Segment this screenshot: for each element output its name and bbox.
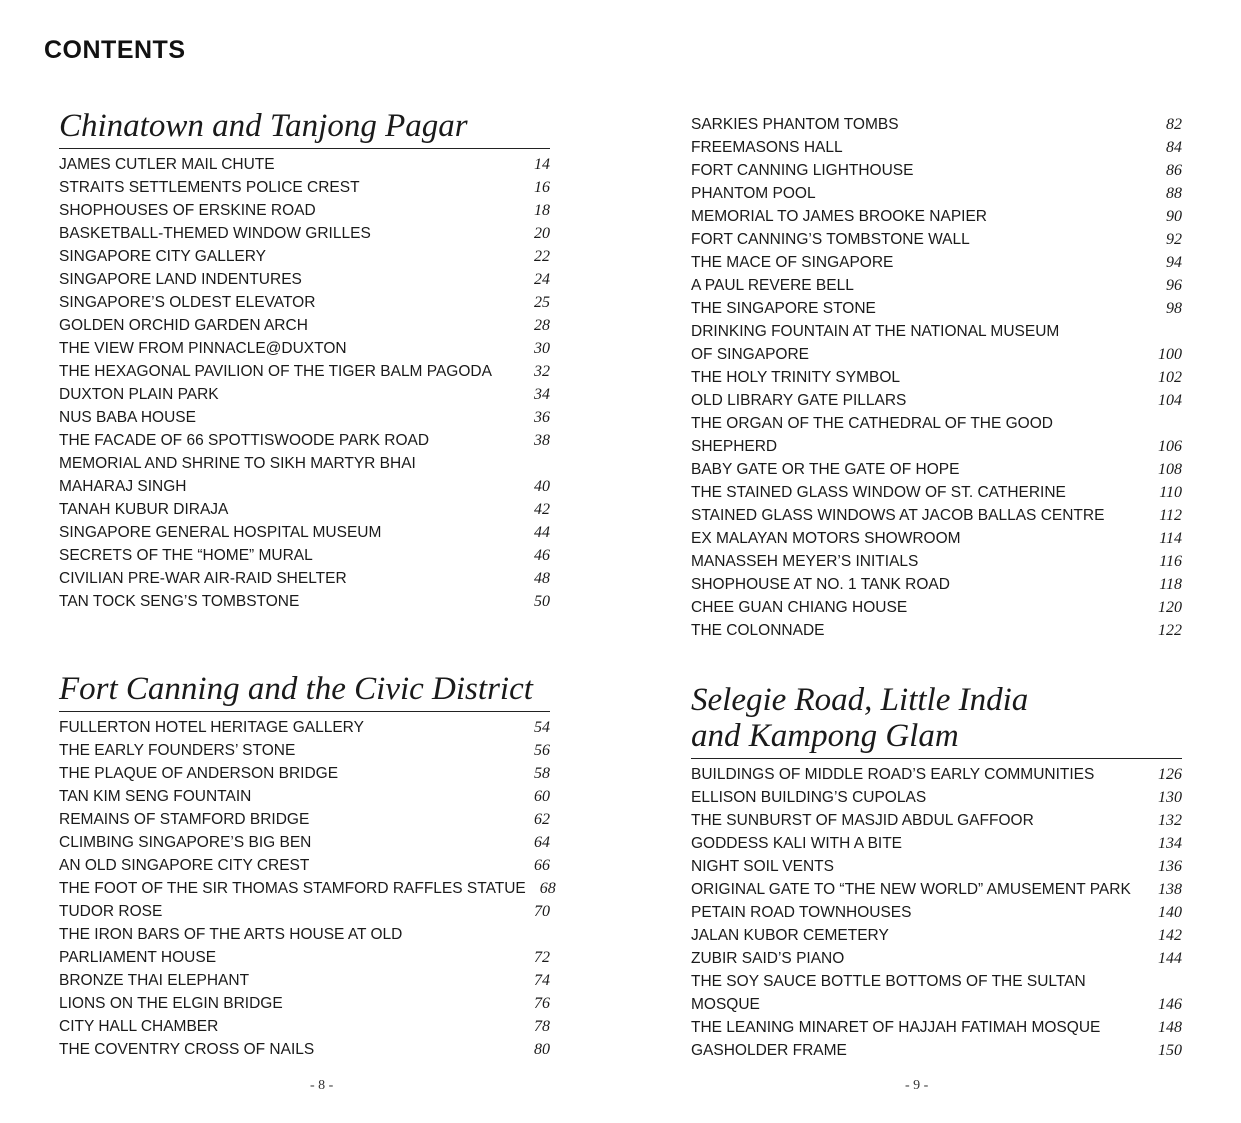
toc-entry-title: THE FOOT OF THE SIR THOMAS STAMFORD RAFFLES STATUE (59, 880, 526, 897)
toc-entry-title: FULLERTON HOTEL HERITAGE GALLERY (59, 719, 364, 736)
toc-entry-title: BABY GATE OR THE GATE OF HOPE (691, 461, 960, 478)
toc-entry-page: 126 (1158, 766, 1182, 783)
toc-entry (59, 268, 550, 291)
toc-entry-page: 64 (534, 834, 550, 851)
toc-entry (691, 1039, 1182, 1062)
toc-entry-title: A PAUL REVERE BELL (691, 277, 854, 294)
toc-entry (59, 383, 550, 406)
toc-entry-page: 18 (534, 202, 550, 219)
toc-entry-page: 62 (534, 811, 550, 828)
toc-entry-page: 110 (1159, 484, 1182, 501)
toc-entry-page: 44 (534, 524, 550, 541)
toc-entry-page: 94 (1166, 254, 1182, 271)
toc-entry (691, 550, 1182, 573)
section-heading-line: Selegie Road, Little India (691, 682, 1029, 718)
toc-entry (691, 458, 1182, 481)
toc-entry (59, 567, 550, 590)
toc-entry-title: THE SUNBURST OF MASJID ABDUL GAFFOOR (691, 812, 1034, 829)
toc-entry-title: THE EARLY FOUNDERS’ STONE (59, 742, 296, 759)
toc-entry-page: 50 (534, 593, 550, 610)
toc-entry (59, 176, 550, 199)
toc-entry-title: MEMORIAL TO JAMES BROOKE NAPIER (691, 208, 987, 225)
toc-entry-page: 86 (1166, 162, 1182, 179)
toc-entry-page: 102 (1158, 369, 1182, 386)
section-selegie-little-india (691, 682, 1182, 1062)
toc-entry-page: 36 (534, 409, 550, 426)
toc-entry-page: 66 (534, 857, 550, 874)
toc-entry-page: 132 (1158, 812, 1182, 829)
toc-entry (691, 435, 1182, 458)
toc-entry-page: 112 (1159, 507, 1182, 524)
toc-entry (59, 544, 550, 567)
toc-entry-page: 144 (1158, 950, 1182, 967)
toc-entry (59, 245, 550, 268)
toc-entry (59, 877, 556, 900)
section-heading-line: and Kampong Glam (691, 718, 959, 754)
toc-entry-page: 22 (534, 248, 550, 265)
toc-entry-page: 74 (534, 972, 550, 989)
toc-entry-title: MOSQUE (691, 996, 760, 1013)
toc-entry-title: THE COVENTRY CROSS OF NAILS (59, 1041, 315, 1058)
toc-entry-title: ORIGINAL GATE TO “THE NEW WORLD” AMUSEMENT PARK (691, 881, 1131, 898)
toc-entry-title: JALAN KUBOR CEMETERY (691, 927, 889, 944)
toc-entry-page: 134 (1158, 835, 1182, 852)
toc-entry-title: CITY HALL CHAMBER (59, 1018, 219, 1035)
toc-entry-page: 68 (539, 880, 556, 897)
toc-entry (691, 527, 1182, 550)
section-fort-canning-civic (59, 671, 556, 1061)
toc-entry-page: 138 (1158, 881, 1182, 898)
toc-entry-title: THE PLAQUE OF ANDERSON BRIDGE (59, 765, 339, 782)
toc-entry-page: 140 (1158, 904, 1182, 921)
toc-entry-page: 136 (1158, 858, 1182, 875)
toc-entry (691, 970, 1182, 993)
toc-entry-title: THE LEANING MINARET OF HAJJAH FATIMAH MOSQUE (691, 1019, 1101, 1036)
section-heading (691, 682, 1182, 759)
toc-entry-page: 16 (534, 179, 550, 196)
toc-entry-page: 82 (1166, 116, 1182, 133)
toc-entry-page: 24 (534, 271, 550, 288)
toc-entry-page: 106 (1158, 438, 1182, 455)
toc-entry (691, 786, 1182, 809)
toc-entry-title: CHEE GUAN CHIANG HOUSE (691, 599, 908, 616)
toc-entry (691, 113, 1182, 136)
toc-entry-title: PETAIN ROAD TOWNHOUSES (691, 904, 912, 921)
toc-entry (691, 504, 1182, 527)
toc-entry-title: TUDOR ROSE (59, 903, 163, 920)
toc-entry-title: PARLIAMENT HOUSE (59, 949, 217, 966)
toc-entry-title: SINGAPORE LAND INDENTURES (59, 271, 302, 288)
toc-entry-title: ELLISON BUILDING’S CUPOLAS (691, 789, 927, 806)
toc-entry (691, 619, 1182, 642)
page-title: CONTENTS (44, 36, 186, 64)
toc-entry-page: 84 (1166, 139, 1182, 156)
toc-entry (691, 366, 1182, 389)
toc-entry-page: 14 (534, 156, 550, 173)
toc-entry (59, 808, 550, 831)
toc-entry (691, 228, 1182, 251)
toc-entry-title: LIONS ON THE ELGIN BRIDGE (59, 995, 283, 1012)
toc-entry (691, 205, 1182, 228)
toc-entry-page: 142 (1158, 927, 1182, 944)
toc-entry (691, 389, 1182, 412)
toc-entry-page: 146 (1158, 996, 1182, 1013)
toc-entry-page: 70 (534, 903, 550, 920)
toc-entry (691, 343, 1182, 366)
toc-entry-page: 56 (534, 742, 550, 759)
toc-entry-title: GODDESS KALI WITH A BITE (691, 835, 903, 852)
toc-entry-title: JAMES CUTLER MAIL CHUTE (59, 156, 275, 173)
toc-entry (691, 274, 1182, 297)
toc-entry-page: 58 (534, 765, 550, 782)
toc-entry-title: TAN KIM SENG FOUNTAIN (59, 788, 252, 805)
toc-entry-page: 38 (534, 432, 550, 449)
toc-entry-page: 32 (534, 363, 550, 380)
toc-entry-title: DUXTON PLAIN PARK (59, 386, 219, 403)
toc-entry (59, 854, 550, 877)
toc-entry-title: TANAH KUBUR DIRAJA (59, 501, 229, 518)
toc-entry-title: GASHOLDER FRAME (691, 1042, 847, 1059)
toc-entry-title: SECRETS OF THE “HOME” MURAL (59, 547, 313, 564)
toc-entry (59, 1015, 550, 1038)
toc-entry (691, 947, 1182, 970)
section-heading (59, 671, 550, 712)
toc-entry-title: SINGAPORE GENERAL HOSPITAL MUSEUM (59, 524, 382, 541)
toc-entry (59, 337, 550, 360)
toc-entry (59, 992, 550, 1015)
toc-entry-title: EX MALAYAN MOTORS SHOWROOM (691, 530, 961, 547)
toc-entry-title: THE MACE OF SINGAPORE (691, 254, 894, 271)
toc-entry-title: NUS BABA HOUSE (59, 409, 196, 426)
toc-entry-title: GOLDEN ORCHID GARDEN ARCH (59, 317, 308, 334)
toc-entry (59, 360, 550, 383)
toc-entry (691, 481, 1182, 504)
toc-entry-title: AN OLD SINGAPORE CITY CREST (59, 857, 310, 874)
toc-entry-title: NIGHT SOIL VENTS (691, 858, 834, 875)
toc-entry-title: DRINKING FOUNTAIN AT THE NATIONAL MUSEUM (691, 323, 1060, 340)
toc-entry-title: BUILDINGS OF MIDDLE ROAD’S EARLY COMMUNITIES (691, 766, 1095, 783)
toc-entry-title: THE STAINED GLASS WINDOW OF ST. CATHERINE (691, 484, 1066, 501)
toc-entry-title: MEMORIAL AND SHRINE TO SIKH MARTYR BHAI (59, 455, 416, 472)
toc-entry (59, 900, 550, 923)
toc-entry-page: 46 (534, 547, 550, 564)
toc-entry (59, 498, 550, 521)
toc-entry-title: ZUBIR SAID’S PIANO (691, 950, 845, 967)
toc-entry (691, 297, 1182, 320)
toc-entry-page: 120 (1158, 599, 1182, 616)
page-number-left: - 8 - (310, 1078, 334, 1093)
toc-entry (59, 762, 550, 785)
toc-entry-title: BASKETBALL-THEMED WINDOW GRILLES (59, 225, 371, 242)
toc-entry-title: BRONZE THAI ELEPHANT (59, 972, 250, 989)
toc-entry-page: 108 (1158, 461, 1182, 478)
toc-entry-page: 42 (534, 501, 550, 518)
toc-entry (691, 924, 1182, 947)
toc-entry-title: MAHARAJ SINGH (59, 478, 187, 495)
section-heading (59, 108, 550, 149)
toc-entry-title: STAINED GLASS WINDOWS AT JACOB BALLAS CENTRE (691, 507, 1105, 524)
toc-entry-page: 118 (1159, 576, 1182, 593)
toc-entry-title: SHOPHOUSES OF ERSKINE ROAD (59, 202, 316, 219)
toc-entry-page: 72 (534, 949, 550, 966)
toc-entry (59, 831, 550, 854)
toc-entry (59, 785, 550, 808)
toc-entry-page: 150 (1158, 1042, 1182, 1059)
toc-entry-title: SHOPHOUSE AT NO. 1 TANK ROAD (691, 576, 950, 593)
toc-entry (59, 199, 550, 222)
toc-entry-page: 78 (534, 1018, 550, 1035)
toc-entry-page: 114 (1159, 530, 1182, 547)
toc-entry-title: TAN TOCK SENG’S TOMBSTONE (59, 593, 300, 610)
toc-entry-title: SINGAPORE’S OLDEST ELEVATOR (59, 294, 316, 311)
toc-entry (59, 590, 550, 613)
toc-entry (59, 314, 550, 337)
toc-entry-title: PHANTOM POOL (691, 185, 816, 202)
toc-entry-title: THE COLONNADE (691, 622, 825, 639)
toc-entry (59, 739, 550, 762)
toc-entry-page: 92 (1166, 231, 1182, 248)
toc-entry (59, 1038, 550, 1061)
toc-entry-page: 80 (534, 1041, 550, 1058)
toc-entry-page: 130 (1158, 789, 1182, 806)
toc-entry-title: CIVILIAN PRE-WAR AIR-RAID SHELTER (59, 570, 347, 587)
toc-entry-title: OLD LIBRARY GATE PILLARS (691, 392, 907, 409)
toc-entry-page: 48 (534, 570, 550, 587)
toc-entry (59, 946, 550, 969)
toc-entry (691, 412, 1182, 435)
toc-entry (691, 251, 1182, 274)
toc-entry (59, 406, 550, 429)
toc-entry-page: 96 (1166, 277, 1182, 294)
toc-entry-page: 98 (1166, 300, 1182, 317)
toc-entry-title: CLIMBING SINGAPORE’S BIG BEN (59, 834, 312, 851)
toc-entry (691, 1016, 1182, 1039)
toc-entry-page: 40 (534, 478, 550, 495)
toc-entry (59, 222, 550, 245)
toc-entry-page: 90 (1166, 208, 1182, 225)
page-number-right: - 9 - (905, 1078, 929, 1093)
toc-entry-title: STRAITS SETTLEMENTS POLICE CREST (59, 179, 360, 196)
toc-entry-title: FORT CANNING LIGHTHOUSE (691, 162, 914, 179)
toc-entry (691, 855, 1182, 878)
toc-entry-page: 34 (534, 386, 550, 403)
toc-entry (691, 901, 1182, 924)
toc-entry (691, 182, 1182, 205)
section-fort-canning-continued (691, 113, 1182, 642)
toc-entry-page: 88 (1166, 185, 1182, 202)
toc-entry (691, 993, 1182, 1016)
toc-entry-title: THE SINGAPORE STONE (691, 300, 876, 317)
toc-entry-title: SINGAPORE CITY GALLERY (59, 248, 267, 265)
toc-entry (59, 923, 550, 946)
toc-entry-page: 20 (534, 225, 550, 242)
toc-entry-page: 76 (534, 995, 550, 1012)
toc-entry (691, 809, 1182, 832)
toc-entry-title: THE FACADE OF 66 SPOTTISWOODE PARK ROAD (59, 432, 430, 449)
toc-entry-page: 148 (1158, 1019, 1182, 1036)
section-chinatown (59, 108, 550, 613)
toc-entry (59, 475, 550, 498)
section-heading-line: Fort Canning and the Civic District (59, 671, 533, 707)
toc-entry-title: THE VIEW FROM PINNACLE@DUXTON (59, 340, 347, 357)
toc-entry-page: 116 (1159, 553, 1182, 570)
toc-entry (59, 452, 550, 475)
toc-entry (691, 136, 1182, 159)
toc-entry (59, 429, 550, 452)
toc-entry-page: 25 (534, 294, 550, 311)
toc-entry-title: REMAINS OF STAMFORD BRIDGE (59, 811, 310, 828)
toc-entry (691, 878, 1182, 901)
toc-entry-title: SARKIES PHANTOM TOMBS (691, 116, 899, 133)
toc-entry (691, 832, 1182, 855)
toc-entry-title: THE SOY SAUCE BOTTLE BOTTOMS OF THE SULTAN (691, 973, 1086, 990)
toc-entry-title: THE HEXAGONAL PAVILION OF THE TIGER BALM PAGODA (59, 363, 492, 380)
toc-entry (691, 320, 1182, 343)
toc-entry-title: SHEPHERD (691, 438, 778, 455)
toc-entry (59, 153, 550, 176)
toc-entry (59, 291, 550, 314)
toc-entry (691, 596, 1182, 619)
toc-entry-page: 122 (1158, 622, 1182, 639)
toc-entry (59, 969, 550, 992)
toc-entry-title: THE HOLY TRINITY SYMBOL (691, 369, 901, 386)
toc-entry-page: 30 (534, 340, 550, 357)
toc-entry-page: 28 (534, 317, 550, 334)
toc-entry-title: OF SINGAPORE (691, 346, 809, 363)
toc-entry (691, 573, 1182, 596)
toc-entry-title: FREEMASONS HALL (691, 139, 843, 156)
toc-entry-page: 60 (534, 788, 550, 805)
toc-entry-title: FORT CANNING’S TOMBSTONE WALL (691, 231, 970, 248)
toc-entry-page: 104 (1158, 392, 1182, 409)
toc-entry (691, 159, 1182, 182)
toc-entry-page: 100 (1158, 346, 1182, 363)
section-heading-line: Chinatown and Tanjong Pagar (59, 108, 468, 144)
toc-entry (59, 521, 550, 544)
toc-entry-page: 54 (534, 719, 550, 736)
toc-entry (59, 716, 550, 739)
toc-entry-title: THE IRON BARS OF THE ARTS HOUSE AT OLD (59, 926, 403, 943)
toc-entry-title: MANASSEH MEYER’S INITIALS (691, 553, 919, 570)
toc-entry-title: THE ORGAN OF THE CATHEDRAL OF THE GOOD (691, 415, 1053, 432)
toc-entry (691, 763, 1182, 786)
